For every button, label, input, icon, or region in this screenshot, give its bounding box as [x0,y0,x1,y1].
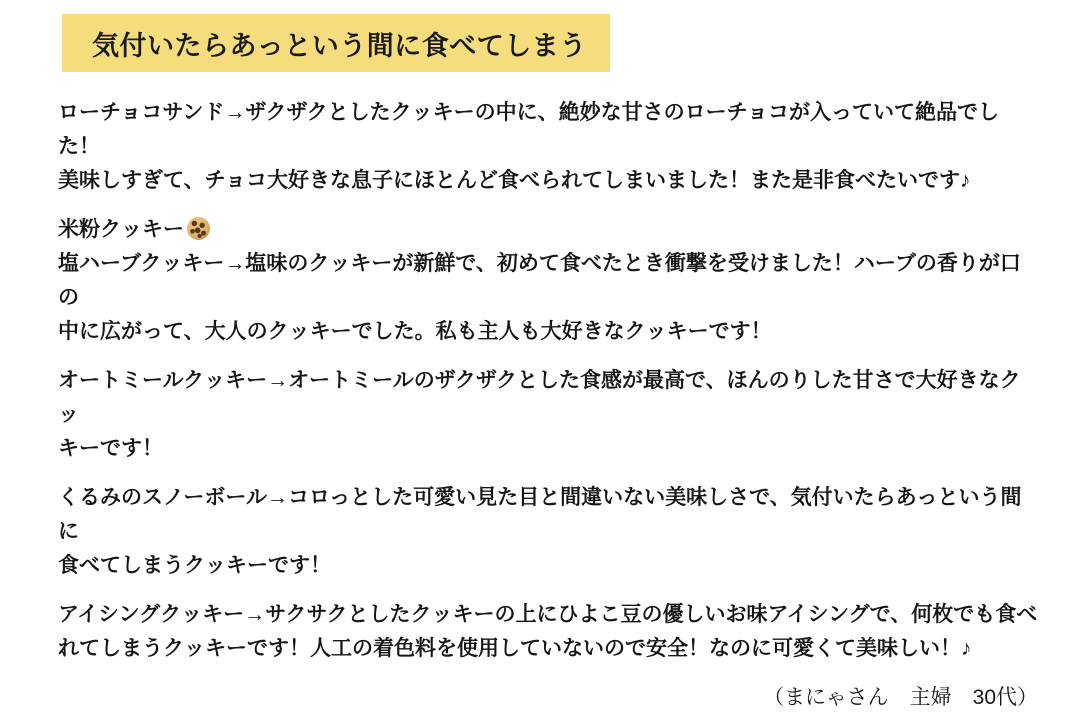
review-line: 塩ハーブクッキー→塩味のクッキーが新鮮で、初めて食べたとき衝撃を受けました！ハーブの香りが口の [58,252,1021,309]
review-paragraph-walnut-snowball [58,481,1038,583]
review-line-text: 米粉クッキー [58,218,184,241]
review-heading-box [62,14,610,72]
review-line: オートミールクッキー→オートミールのザクザクとした食感が最高で、ほんのりした甘さで大好きなクッ [58,369,1021,426]
review-line: 中に広がって、大人のクッキーでした。私も主人も大好きなクッキーです！ [58,320,772,343]
review-line: アイシングクッキー→サクサクとしたクッキーの上にひよこ豆の優しいお味アイシングで、何枚でも食べ [58,603,1038,626]
review-line: キーです！ [58,437,163,460]
review-body [58,96,1038,715]
review-paragraph-raw-choco-sand [58,96,1038,198]
review-line: くるみのスノーボール→コロっとした可愛い見た目と間違いない美味しさで、気付いたらあっという間に [58,486,1022,543]
review-paragraph-icing-cookie [58,598,1038,666]
review-paragraph-oatmeal-cookie [58,364,1038,466]
review-line: ローチョコサンド→ザクザクとしたクッキーの中に、絶妙な甘さのローチョコが入っていて絶品でした！ [58,101,1000,158]
review-heading: 気付いたらあっという間に食べてしまう [92,30,587,61]
review-line [58,213,1038,247]
review-line: 美味しすぎて、チョコ大好きな息子にほとんど食べられてしまいました！また是非食べたいです♪ [58,169,971,192]
review-line: 食べてしまうクッキーです！ [58,554,331,577]
review-paragraph-rice-flour-cookie [58,213,1038,349]
cookie-emoji-icon [187,217,210,240]
reviewer-attribution: （まにゃさん 主婦 30代） [763,686,1038,709]
review-line: れてしまうクッキーです！人工の着色料を使用していないので安全！なのに可愛くて美味しい！♪ [58,637,972,660]
